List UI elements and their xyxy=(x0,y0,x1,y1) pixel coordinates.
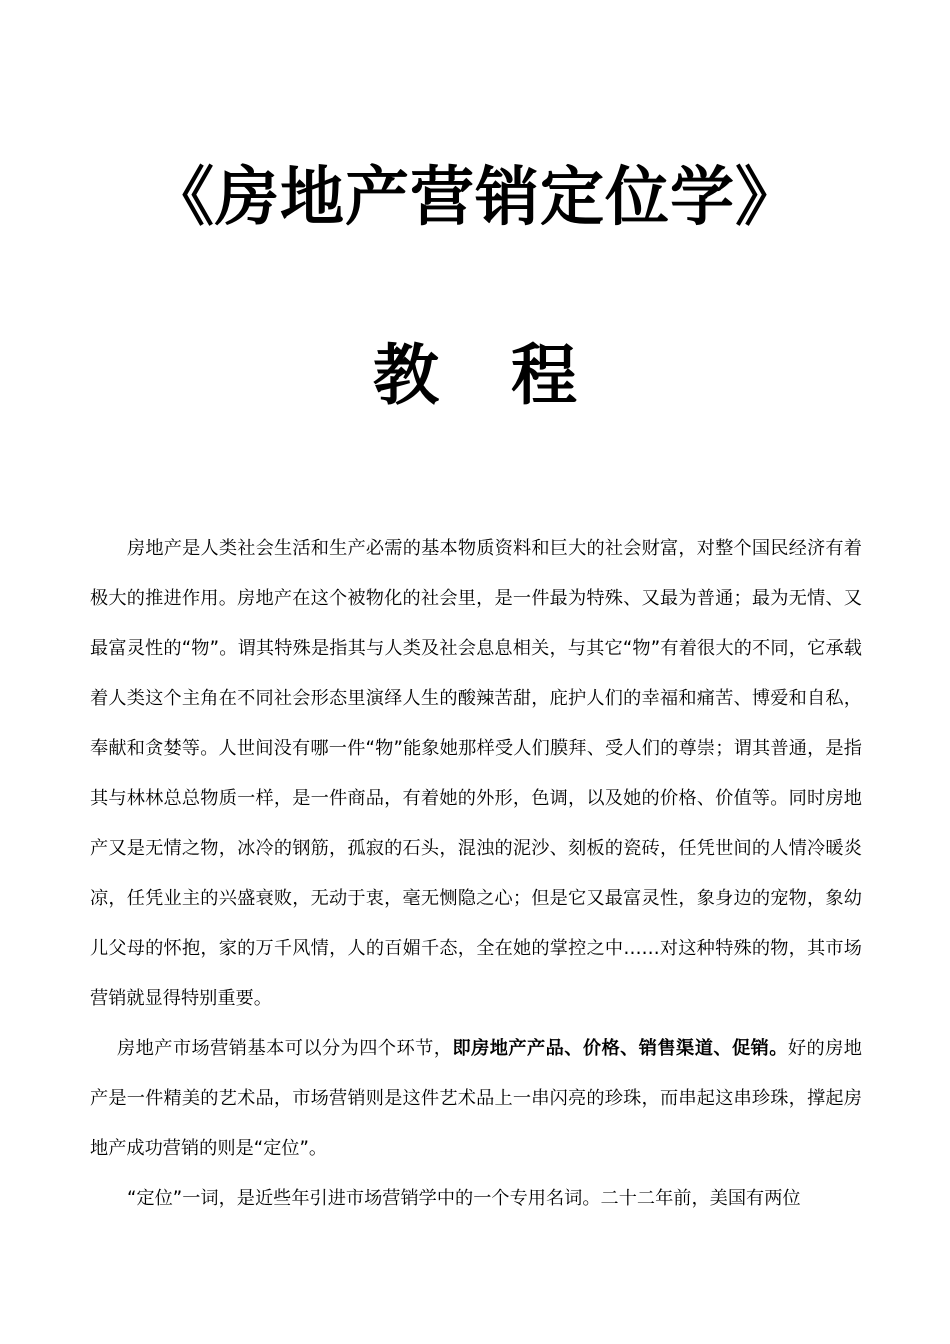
body-paragraph-3: “定位”一词，是近些年引进市场营销学中的一个专用名词。二十二年前，美国有两位 xyxy=(127,1188,801,1209)
paragraph-2-rest: 好的房地产是一件精美的艺术品，市场营销则是这件艺术品上一串闪亮的珍珠，而串起这串珍珠，撑起房地产成功营销的则是“定位”。 xyxy=(90,1038,862,1159)
paragraph-2-intro: 房地产市场营销基本可以分为四个环节， xyxy=(117,1038,453,1059)
body-paragraph-2 xyxy=(90,1024,862,1174)
document-body xyxy=(90,524,862,1224)
subtitle-char-left: 教 xyxy=(373,337,439,414)
document-title: 《房地产营销定位学》 xyxy=(150,161,800,235)
body-paragraph-1: 房地产是人类社会生活和生产必需的基本物质资料和巨大的社会财富，对整个国民经济有着极大的推进作用。房地产在这个被物化的社会里，是一件最为特殊、又最为普通；最为无情、又最富灵性的“物”。谓其特殊是指其与人类及社会息息相关，与其它“物”有着很大的不同，它承载着人类这个主角在不同社会形态里演绎人生的酸辣苦甜，庇护人们的幸福和痛苦、博爱和自私，奉献和贪婪等。人世间没有哪一件“物”能象她那样受人们膜拜、受人们的尊崇；谓其普通，是指其与林林总总物质一样，是一件商品，有着她的外形，色调，以及她的价格、价值等。同时房地产又是无情之物，冰冷的钢筋，孤寂的石头，混浊的泥沙、刻板的瓷砖，任凭世间的人情冷暖炎凉，任凭业主的兴盛衰败，无动于衷，毫无恻隐之心；但是它又最富灵性，象身边的宠物，象幼儿父母的怀抱，家的万千风情，人的百媚千态，全在她的掌控之中……对这种特殊的物，其市场营销就显得特别重要。 xyxy=(90,538,862,1009)
paragraph-2-emphasis: 即房地产产品、价格、销售渠道、促销。 xyxy=(452,1038,788,1059)
subtitle-char-right: 程 xyxy=(511,337,577,414)
document-subtitle xyxy=(0,336,950,416)
